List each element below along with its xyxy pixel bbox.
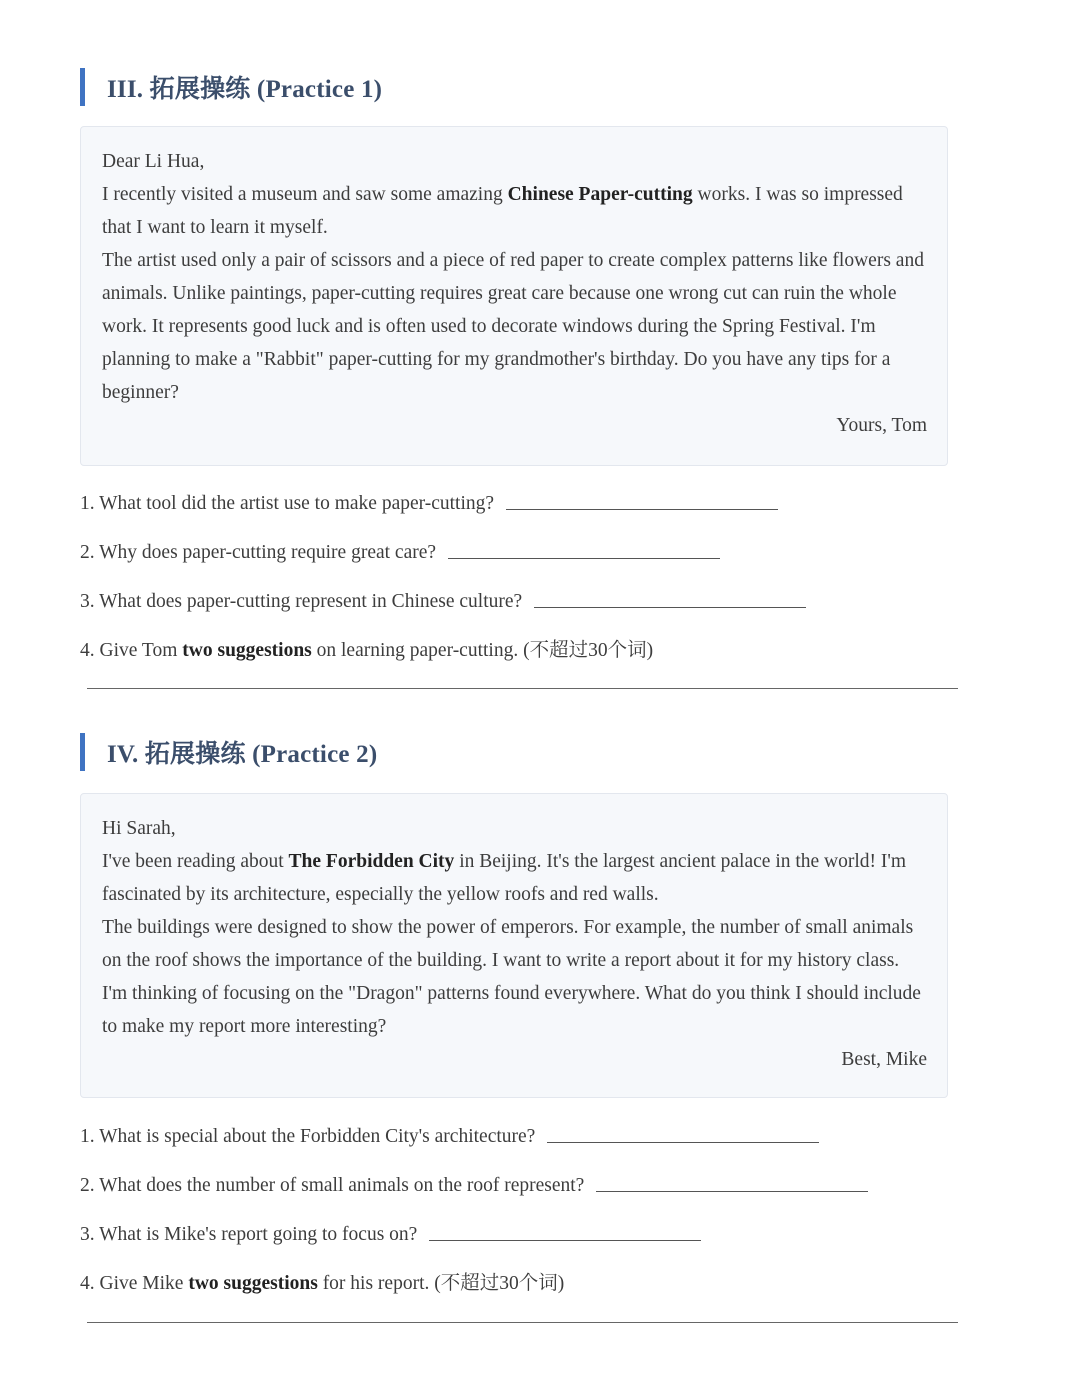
text-run: in Beijing. It's the largest ancient palace in the world! I'm fascinated by its architecture, especially the yellow roofs and red walls. (102, 851, 907, 905)
letter-paragraph-1 (102, 845, 927, 911)
answer-blank[interactable] (596, 1169, 868, 1192)
long-answer-line[interactable] (87, 688, 958, 689)
question-text (80, 1267, 564, 1301)
question-item (80, 1120, 980, 1169)
letter-paragraph-2: The buildings were designed to show the power of emperors. For example, the number of small animals on the roof shows the importance of the building. I want to write a report about it for my history class. I'm thinking of focusing on the "Dragon" patterns found everywhere. What do you think I should include to make my report more interesting? (102, 917, 921, 1037)
question-list (80, 1120, 980, 1316)
letter-box (80, 793, 948, 1098)
question-item (80, 1169, 980, 1218)
answer-blank[interactable] (534, 585, 806, 608)
letter-greeting: Hi Sarah, (102, 818, 176, 839)
letter-paragraph-2: The artist used only a pair of scissors and a piece of red paper to create complex patterns like flowers and animals. Unlike paintings, paper-cutting requires great care because one wrong cut can ruin the whole work. It represents good luck and is often used to decorate windows during the Spring Festival. I'm planning to make a "Rabbit" paper-cutting for my grandmother's birthday. Do you have any tips for a beginner? (102, 250, 924, 403)
question-text (80, 634, 653, 668)
question-item (80, 585, 980, 634)
question-text: 3. What is Mike's report going to focus on? (80, 1224, 418, 1245)
text-run: I recently visited a museum and saw some amazing (102, 184, 508, 205)
question-item (80, 487, 980, 536)
text-run: 4. Give Tom (80, 640, 183, 661)
section-heading (80, 733, 377, 771)
question-text: 2. Why does paper-cutting require great care? (80, 542, 437, 563)
answer-blank[interactable] (448, 536, 720, 559)
heading-accent-bar (80, 68, 85, 106)
letter-greeting: Dear Li Hua, (102, 151, 205, 172)
letter-signoff: Best, Mike (841, 1049, 927, 1070)
answer-blank[interactable] (506, 487, 778, 510)
answer-blank[interactable] (429, 1218, 701, 1241)
bold-emphasis: two suggestions (182, 640, 312, 661)
question-item (80, 1267, 980, 1316)
answer-blank[interactable] (547, 1120, 819, 1143)
text-run: for his report. (不超过30个词) (317, 1273, 565, 1294)
letter-paragraph-1 (102, 178, 927, 244)
question-text: 3. What does paper-cutting represent in Chinese culture? (80, 591, 523, 612)
text-run: works. I was so impressed that I want to learn it myself. (102, 184, 903, 238)
question-text: 1. What is special about the Forbidden City's architecture? (80, 1126, 536, 1147)
question-text: 1. What tool did the artist use to make paper-cutting? (80, 493, 495, 514)
section-title: IV. 拓展操练 (Practice 2) (107, 741, 378, 768)
question-item (80, 536, 980, 585)
text-run: I've been reading about (102, 851, 289, 872)
question-item (80, 634, 980, 683)
section-title: III. 拓展操练 (Practice 1) (107, 76, 383, 103)
long-answer-line[interactable] (87, 1322, 958, 1323)
bold-topic: Chinese Paper-cutting (507, 184, 693, 205)
question-item (80, 1218, 980, 1267)
section-heading (80, 68, 382, 106)
letter-signoff: Yours, Tom (836, 415, 927, 436)
bold-topic: The Forbidden City (288, 851, 455, 872)
text-run: 4. Give Mike (80, 1273, 189, 1294)
heading-accent-bar (80, 733, 85, 771)
question-text: 2. What does the number of small animals on the roof represent? (80, 1175, 585, 1196)
text-run: on learning paper-cutting. (不超过30个词) (311, 640, 654, 661)
question-list (80, 487, 980, 683)
bold-emphasis: two suggestions (188, 1273, 318, 1294)
letter-box (80, 126, 948, 466)
